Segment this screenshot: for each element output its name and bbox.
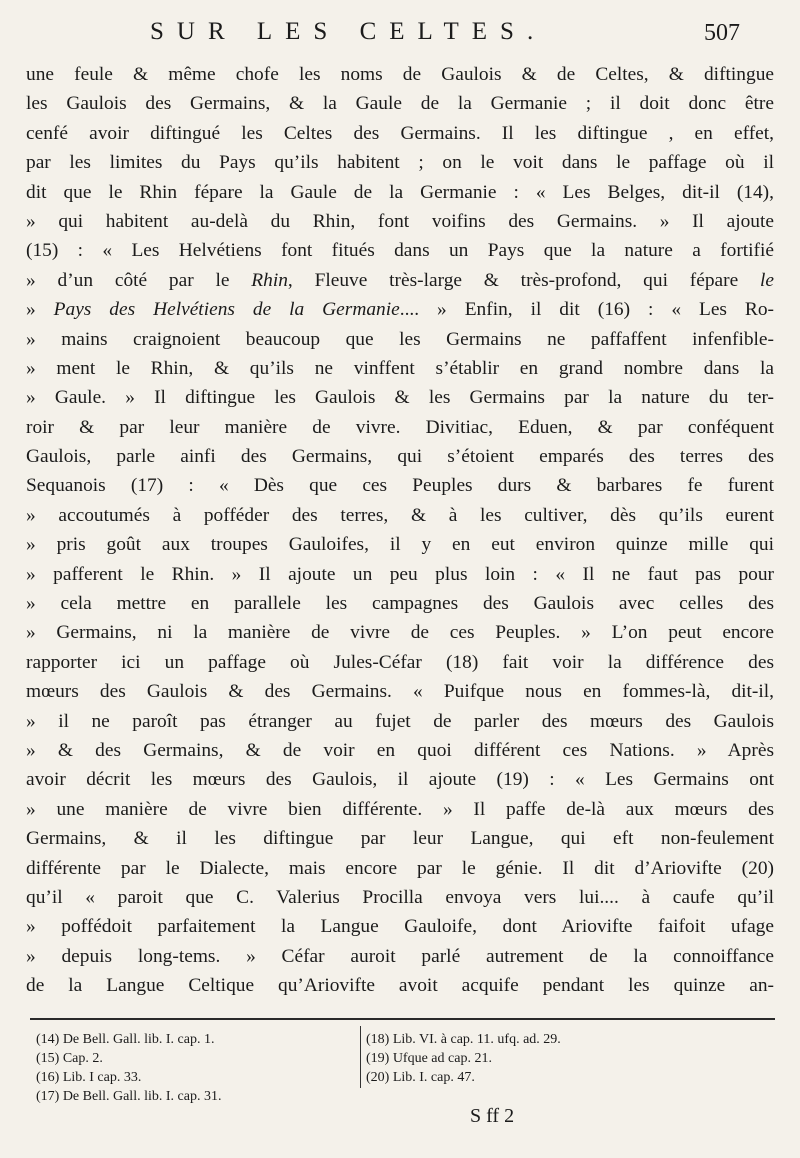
body-text [26, 60, 774, 1001]
page-header [150, 18, 740, 58]
text-line: qu’il « paroit que C. Valerius Procilla envoya vers lui.... à caufe qu’il [26, 886, 774, 908]
footnote-column-divider [360, 1026, 361, 1088]
text-line: une feule & même chofe les noms de Gaulois & de Celtes, & diftingue [26, 64, 774, 85]
text-line: » une manière de vivre bien différente. » Il paffe de-là aux mœurs des [26, 798, 774, 820]
text-line: » & des Germains, & de voir en quoi différent ces Nations. » Après [26, 739, 774, 761]
text-line: cenfé avoir diftingué les Celtes des Germains. Il les diftingue , en effet, [26, 122, 774, 144]
text-line: » qui habitent au-delà du Rhin, font voifins des Germains. » Il ajoute [26, 210, 774, 232]
footnotes-left-column [36, 1030, 336, 1106]
text-line: (15) : « Les Helvétiens font fitués dans un Pays que la nature a fortifié [26, 240, 774, 262]
text-line: » accoutumés à pofféder des terres, & à les cultiver, dès qu’ils eurent [26, 504, 774, 526]
footnote: (14) De Bell. Gall. lib. I. cap. 1. [36, 1032, 215, 1047]
text-line: roir & par leur manière de vivre. Divitiac, Eduen, & par conféquent [26, 416, 774, 438]
text-line: » depuis long-tems. » Céfar auroit parlé autrement de la connoiffance [26, 945, 774, 967]
running-title: SUR LES CELTES. [150, 18, 547, 45]
text-line: » poffédoit parfaitement la Langue Gauloife, dont Ariovifte faifoit ufage [26, 916, 774, 938]
footnote: (19) Ufque ad cap. 21. [366, 1051, 492, 1066]
signature-mark: S ff 2 [470, 1105, 515, 1127]
footnote: (17) De Bell. Gall. lib. I. cap. 31. [36, 1089, 222, 1104]
text-line: » pris goût aux troupes Gauloifes, il y en eut environ quinze mille qui [26, 534, 774, 556]
text-line: » ment le Rhin, & qu’ils ne vinffent s’établir en grand nombre dans la [26, 357, 774, 379]
footnote: (15) Cap. 2. [36, 1051, 103, 1066]
text-line: » il ne paroît pas étranger au fujet de parler des mœurs des Gaulois [26, 710, 774, 732]
text-line: par les limites du Pays qu’ils habitent ; on le voit dans le paffage où il [26, 152, 774, 174]
text-line: rapporter ici un paffage où Jules-Céfar (18) fait voir la différence des [26, 651, 774, 673]
text-line: mœurs des Gaulois & des Germains. « Puifque nous en fommes-là, dit-il, [26, 681, 774, 703]
footnote-rule [30, 1018, 775, 1020]
page-number: 507 [704, 20, 740, 46]
footnote: (16) Lib. I cap. 33. [36, 1070, 142, 1085]
text-line: » Pays des Helvétiens de la Germanie.... » Enfin, il dit (16) : « Les Ro- [26, 299, 775, 321]
text-line: Gaulois, parle ainfi des Germains, qui s’étoient emparés des terres des [26, 446, 774, 468]
text-line: » pafferent le Rhin. » Il ajoute un peu plus loin : « Il ne faut pas pour [26, 563, 774, 585]
text-line: avoir décrit les mœurs des Gaulois, il ajoute (19) : « Les Germains ont [26, 769, 774, 791]
text-line: Germains, & il les diftingue par leur Langue, qui eft non-feulement [26, 828, 774, 850]
footnote: (20) Lib. I. cap. 47. [366, 1070, 475, 1085]
text-line: les Gaulois des Germains, & la Gaule de la Germanie ; il doit donc être [26, 93, 774, 115]
footnotes-right-column [366, 1030, 696, 1087]
text-line: » Germains, ni la manière de vivre de ces Peuples. » L’on peut encore [26, 622, 774, 644]
text-line: différente par le Dialecte, mais encore par le génie. Il dit d’Ariovifte (20) [26, 857, 774, 879]
text-line: » cela mettre en parallele les campagnes des Gaulois avec celles des [26, 593, 774, 615]
text-line: de la Langue Celtique qu’Ariovifte avoit acquife pendant les quinze an- [26, 975, 774, 997]
text-line: » d’un côté par le Rhin, Fleuve très-large & très-profond, qui fépare le [26, 269, 774, 291]
text-line: » mains craignoient beaucoup que les Germains ne paffaffent infenfible- [26, 328, 774, 350]
text-line: Sequanois (17) : « Dès que ces Peuples durs & barbares fe furent [26, 475, 774, 497]
text-line: dit que le Rhin fépare la Gaule de la Germanie : « Les Belges, dit-il (14), [26, 181, 774, 203]
footnote: (18) Lib. VI. à cap. 11. ufq. ad. 29. [366, 1032, 561, 1047]
text-line: » Gaule. » Il diftingue les Gaulois & les Germains par la nature du ter- [26, 387, 774, 409]
